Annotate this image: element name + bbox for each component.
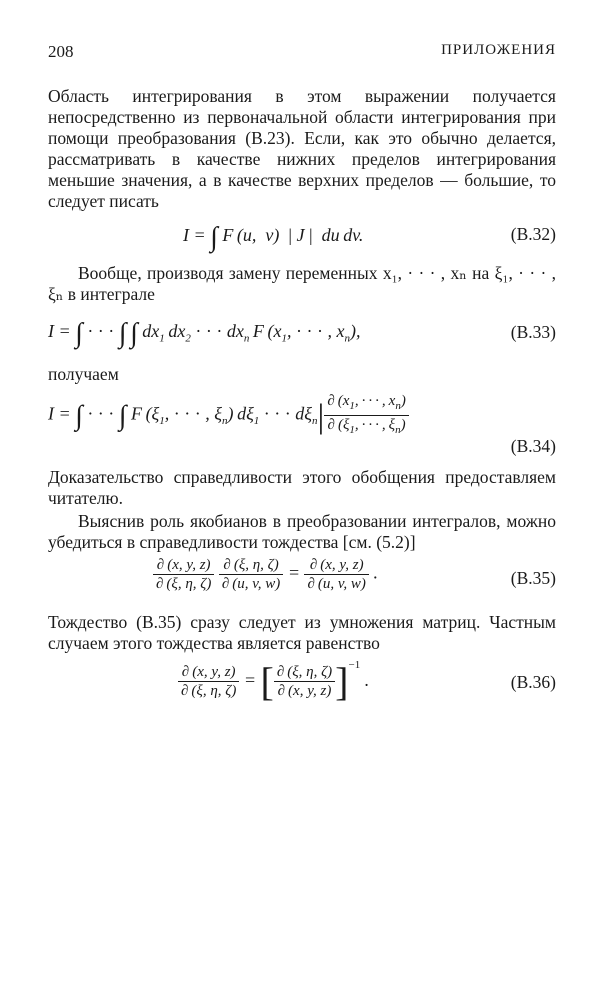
equation-number-b32: (B.32) xyxy=(510,224,556,244)
equation-b34: I = ∫ · · · ∫ F ($\xi_1$, · · · , $\xi_n$) $d\xi_1$ · · · $d\xi_n|$ $\frac{\partial (x_1, \cdot \cdot \cdot , x_n)}{\partial (\xi_1, \cdot \cdot \cdot , \xi_n)}$ (B.34) xyxy=(48,393,556,456)
equation-number-b33: (B.33) xyxy=(510,322,556,342)
paragraph-2: Вообще, производя замену переменных x₁, · · · , xₙ на ξ₁, · · · , ξₙ в интеграле xyxy=(48,263,556,304)
paragraph-5: Выяснив роль якобианов в преобразовании интегралов, можно убедиться в справедливости тождества [см. (5.2)] xyxy=(48,511,556,552)
document-page xyxy=(48,0,556,991)
equation-b35: $\frac{\partial (x, y, z)}{\partial (\xi, \eta, \zeta)}$ $\frac{\partial (\xi, \eta, \zeta)}{\partial (u, v, w)}$ = $\frac{\partial (x, y, z)}{\partial (u, v, w)}$ . (B.35) xyxy=(48,556,556,602)
paragraph-4: Доказательство справедливости этого обобщения предоставляем читателю. xyxy=(48,467,556,508)
equation-b33: I = ∫ · · · ∫ ∫ $dx_1$ $dx_2$ · · · $dx_n$ F ($x_1$, · · · , $x_n$), (B.33) xyxy=(48,318,556,349)
equation-number-b35: (B.35) xyxy=(510,568,556,588)
page-number: 208 xyxy=(48,42,74,61)
paragraph-6: Тождество (В.35) сразу следует из умножения матриц. Частным случаем этого тождества является равенство xyxy=(48,612,556,653)
paragraph-3: получаем xyxy=(48,364,119,384)
paragraph-1: Область интегрирования в этом выражении получается непосредственно из первоначальной области интегрирования при помощи преобразования (В.23). Если, как это обычно делается, рассматривать в качестве нижних пределов интегрирования меньшие значения, а в качестве верхних пределов — большие, то следует писать xyxy=(48,86,556,211)
equation-b32: I = ∫ F (u, v) | J | du dv. (B.32) xyxy=(183,222,556,253)
equation-b36: $\frac{\partial (x, y, z)}{\partial (\xi, \eta, \zeta)}$ = [ $\frac{\partial (\xi, \eta, \zeta)}{\partial (x, y, z)}$ ]$^{-1}$ . (B.36) xyxy=(48,658,556,708)
page-header xyxy=(48,42,556,64)
equation-number-b34: (B.34) xyxy=(510,436,556,456)
running-head: ПРИЛОЖЕНИЯ xyxy=(441,42,556,58)
equation-number-b36: (B.36) xyxy=(510,672,556,692)
